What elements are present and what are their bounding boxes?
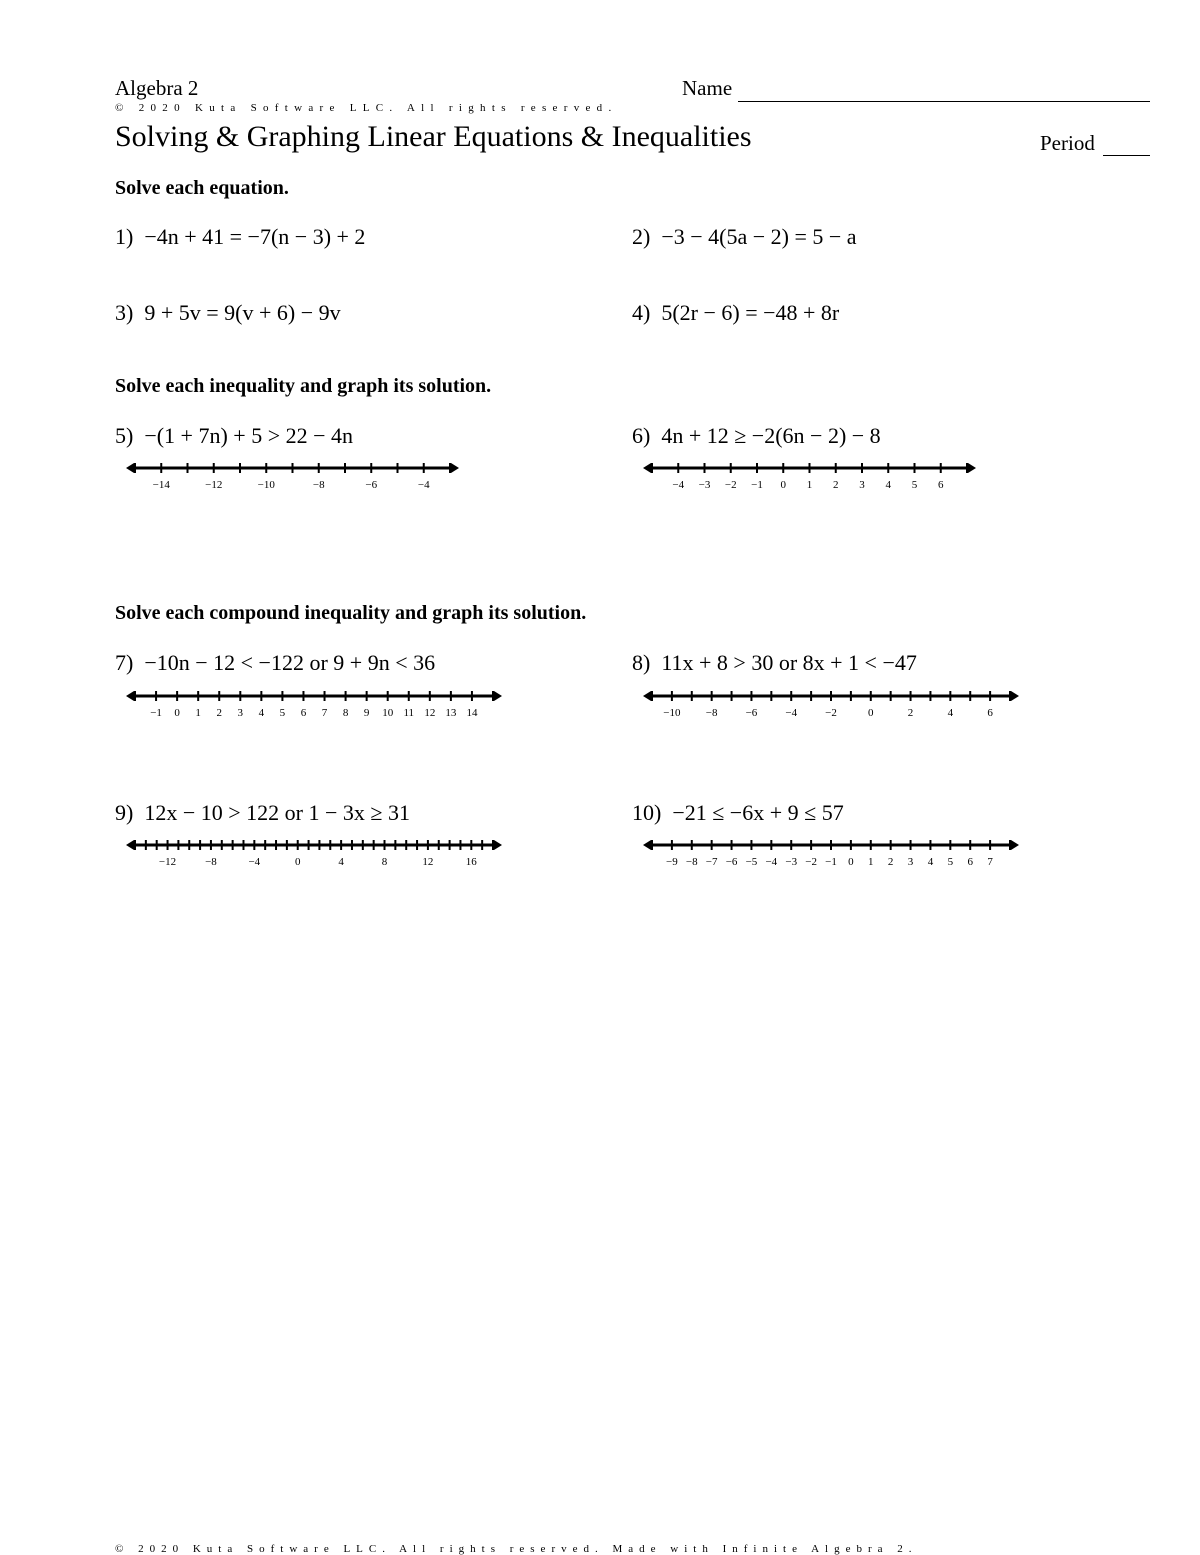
tick-label: 1 <box>868 856 874 868</box>
tick-label: −4 <box>672 479 685 491</box>
right-arrow-icon <box>494 840 502 850</box>
tick-label: 1 <box>806 479 813 491</box>
right-arrow-icon <box>1011 691 1019 701</box>
problem-9 <box>115 800 410 826</box>
tick-label: 13 <box>445 707 457 719</box>
tick-label: 0 <box>868 707 874 719</box>
tick-label: −10 <box>257 479 275 491</box>
tick-label: 6 <box>987 707 993 719</box>
tick-label: −4 <box>417 479 430 491</box>
problem-expression: 4n + 12 ≥ −2(6n − 2) − 8 <box>661 423 881 448</box>
problem-expression: −21 ≤ −6x + 9 ≤ 57 <box>672 800 844 825</box>
tick-label: 6 <box>300 707 307 719</box>
tick-label: −2 <box>825 707 837 719</box>
number-line-5 <box>125 458 460 494</box>
tick-label: −5 <box>745 856 758 868</box>
problem-4 <box>632 300 839 326</box>
number-line-7 <box>125 686 503 722</box>
name-label: Name <box>682 76 733 100</box>
left-arrow-icon <box>126 463 134 473</box>
problem-number: 8) <box>632 650 651 675</box>
name-blank-line <box>738 101 1150 102</box>
tick-label: −6 <box>725 856 738 868</box>
tick-label: 16 <box>465 856 477 868</box>
right-arrow-icon <box>1011 840 1019 850</box>
problem-number: 6) <box>632 423 651 448</box>
tick-label: −9 <box>666 856 678 868</box>
tick-label: −3 <box>698 479 711 491</box>
tick-label: −1 <box>825 856 837 868</box>
tick-label: 4 <box>338 856 344 868</box>
tick-label: 4 <box>258 707 265 719</box>
section-heading-equations: Solve each equation. <box>115 177 289 199</box>
tick-label: 14 <box>466 707 478 719</box>
number-line-9 <box>125 835 503 871</box>
tick-label: 5 <box>279 707 286 719</box>
section-heading-compound: Solve each compound inequality and graph its solution. <box>115 602 587 624</box>
tick-label: −8 <box>312 479 325 491</box>
tick-label: 5 <box>947 856 954 868</box>
tick-label: 0 <box>294 856 301 868</box>
tick-label: 9 <box>363 707 370 719</box>
tick-label: −6 <box>745 707 758 719</box>
problem-number: 5) <box>115 423 134 448</box>
worksheet-title: Solving & Graphing Linear Equations & Inequalities <box>115 120 752 153</box>
tick-label: −4 <box>785 707 798 719</box>
number-line-8 <box>642 686 1020 722</box>
tick-label: −7 <box>705 856 718 868</box>
problem-expression: −4n + 41 = −7(n − 3) + 2 <box>144 224 366 249</box>
tick-label: −4 <box>248 856 261 868</box>
tick-label: −4 <box>765 856 778 868</box>
left-arrow-icon <box>643 840 651 850</box>
tick-label: 0 <box>780 479 786 491</box>
copyright-footer: © 2020 Kuta Software LLC. All rights reserved. Made with Infinite Algebra 2. <box>115 1543 918 1555</box>
tick-label: 8 <box>381 856 388 868</box>
course-name: Algebra 2 <box>115 76 199 100</box>
tick-label: 2 <box>216 707 222 719</box>
tick-label: −12 <box>158 856 177 868</box>
tick-label: 4 <box>927 856 934 868</box>
tick-label: 6 <box>938 479 944 491</box>
left-arrow-icon <box>126 691 134 701</box>
number-line-6 <box>642 458 977 494</box>
tick-label: −10 <box>663 707 681 719</box>
tick-label: −14 <box>152 479 170 491</box>
tick-label: −1 <box>751 479 763 491</box>
tick-label: 8 <box>342 707 349 719</box>
tick-label: −1 <box>150 707 162 719</box>
tick-label: −3 <box>785 856 798 868</box>
tick-label: −2 <box>805 856 817 868</box>
problem-expression: −10n − 12 < −122 or 9 + 9n < 36 <box>144 650 436 675</box>
period-label: Period <box>1040 131 1095 155</box>
problem-number: 9) <box>115 800 134 825</box>
section-heading-inequalities: Solve each inequality and graph its solution. <box>115 375 492 397</box>
problem-8 <box>632 650 917 676</box>
tick-label: 2 <box>833 479 839 491</box>
tick-label: 3 <box>237 707 244 719</box>
tick-label: −8 <box>685 856 698 868</box>
tick-label: 2 <box>907 707 914 719</box>
problem-6 <box>632 423 881 449</box>
number-line-10 <box>642 835 1020 871</box>
copyright-header: © 2020 Kuta Software LLC. All rights reserved. <box>115 102 618 114</box>
problem-number: 1) <box>115 224 134 249</box>
problem-expression: 11x + 8 > 30 or 8x + 1 < −47 <box>661 650 917 675</box>
period-blank-line <box>1103 155 1150 156</box>
problem-number: 2) <box>632 224 651 249</box>
problem-1 <box>115 224 365 250</box>
tick-label: 3 <box>907 856 914 868</box>
tick-label: 7 <box>321 707 328 719</box>
tick-label: −8 <box>205 856 217 868</box>
tick-label: −6 <box>365 479 378 491</box>
problem-5 <box>115 423 353 449</box>
tick-label: 7 <box>987 856 993 868</box>
left-arrow-icon <box>643 463 651 473</box>
problem-2 <box>632 224 857 250</box>
tick-label: −8 <box>705 707 718 719</box>
tick-label: 5 <box>911 479 918 491</box>
tick-label: 12 <box>424 707 436 719</box>
tick-label: 6 <box>967 856 973 868</box>
problem-expression: −3 − 4(5a − 2) = 5 − a <box>661 224 857 249</box>
problem-expression: 9 + 5v = 9(v + 6) − 9v <box>144 300 341 325</box>
tick-label: 4 <box>885 479 891 491</box>
problem-10 <box>632 800 844 826</box>
right-arrow-icon <box>494 691 502 701</box>
problem-number: 10) <box>632 800 662 825</box>
tick-label: 0 <box>848 856 854 868</box>
left-arrow-icon <box>643 691 651 701</box>
problem-3 <box>115 300 341 326</box>
problem-number: 3) <box>115 300 134 325</box>
problem-7 <box>115 650 435 676</box>
tick-label: 4 <box>947 707 954 719</box>
tick-label: 0 <box>174 707 180 719</box>
right-arrow-icon <box>968 463 976 473</box>
right-arrow-icon <box>451 463 459 473</box>
tick-label: 3 <box>859 479 865 491</box>
problem-expression: 12x − 10 > 122 or 1 − 3x ≥ 31 <box>144 800 410 825</box>
tick-label: 1 <box>195 707 201 719</box>
problem-number: 7) <box>115 650 134 675</box>
tick-label: 11 <box>403 707 415 719</box>
tick-label: −12 <box>205 479 223 491</box>
tick-label: 12 <box>422 856 434 868</box>
tick-label: −2 <box>724 479 737 491</box>
problem-number: 4) <box>632 300 651 325</box>
tick-label: 10 <box>382 707 394 719</box>
problem-expression: −(1 + 7n) + 5 > 22 − 4n <box>144 423 354 448</box>
left-arrow-icon <box>126 840 134 850</box>
problem-expression: 5(2r − 6) = −48 + 8r <box>661 300 840 325</box>
tick-label: 2 <box>887 856 894 868</box>
